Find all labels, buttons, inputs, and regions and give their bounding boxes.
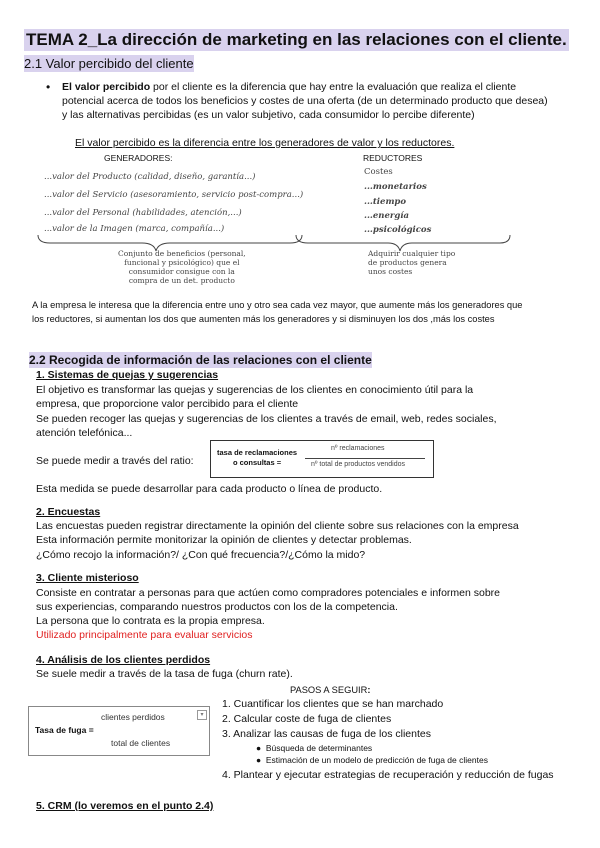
sub1-line: Se pueden recoger las quejas y sugerencias de los clientes a través de email, web, redes sociales, xyxy=(36,413,497,425)
sub2-line: ¿Cómo recojo la información?/ ¿Con qué frecuencia?/¿Cómo la mido? xyxy=(36,549,366,561)
subsection-2-title: 2. Encuestas xyxy=(36,506,101,518)
note-line: consumidor consigue con la xyxy=(128,267,235,276)
churn-lhs: Tasa de fuga = xyxy=(35,725,94,735)
ratio-label: Se puede medir a través del ratio: xyxy=(36,455,194,467)
dropdown-handle-icon: ▾ xyxy=(197,710,207,720)
step-item: 4. Plantear y ejecutar estrategias de recuperación y reducción de fugas xyxy=(222,769,554,781)
formula-lhs xyxy=(217,448,297,468)
sub2-line: Esta información permite monitorizar la opinión de clientes y detectar problemas. xyxy=(36,534,412,546)
substep-text: Búsqueda de determinantes xyxy=(265,743,373,753)
paragraph-line-1: A la empresa le interesa que la diferencia entre uno y otro sea cada vez mayor, que aumente más los generadores que xyxy=(32,300,523,310)
page-title: TEMA 2_La dirección de marketing en las relaciones con el cliente. xyxy=(26,30,567,49)
reducers-title: REDUCTORES xyxy=(363,153,423,163)
formula-lhs-line: o consultas = xyxy=(232,458,282,467)
generator-item: ...valor del Producto (calidad, diseño, garantía...) xyxy=(44,172,256,182)
reducer-item: ...monetarios xyxy=(364,182,427,192)
steps-title xyxy=(290,683,370,698)
churn-rate-formula xyxy=(28,706,210,756)
generator-item: ...valor de la Imagen (marca, compañía...) xyxy=(44,224,225,234)
sub1-line: empresa, que proporcione valor percibido para el cliente xyxy=(36,398,299,410)
sub1-line: atención telefónica... xyxy=(36,427,133,439)
sub1-line: Esta medida se puede desarrollar para cada producto o línea de producto. xyxy=(36,483,383,495)
formula-numerator: nº reclamaciones xyxy=(331,445,385,452)
bullet-text: por el cliente es la diferencia que hay entre la evaluación que realiza el cliente xyxy=(150,81,517,93)
steps-title-text: PASOS A SEGUIR xyxy=(290,685,368,695)
subsection-3-title: 3. Cliente misterioso xyxy=(36,572,139,584)
paragraph-line-2: los reductores, si aumentan los dos que aumenten más los generadores y si disminuyen los dos ,más los costes xyxy=(32,314,495,324)
section-2-2-heading: 2.2 Recogida de información de las relaciones con el cliente xyxy=(29,353,372,367)
sub3-line: sus experiencias, comparando nuestros productos con los de la competencia. xyxy=(36,601,398,613)
sub3-line: La persona que lo contrata es la propia empresa. xyxy=(36,615,265,627)
formula-lhs-line: tasa de reclamaciones xyxy=(217,448,298,457)
generators-title: GENERADORES: xyxy=(104,153,173,163)
complaints-ratio-formula xyxy=(210,440,434,478)
generator-item: ...valor del Personal (habilidades, atención,...) xyxy=(44,208,242,218)
substep-text: Estimación de un modelo de predicción de fuga de clientes xyxy=(265,755,488,765)
step-item: 1. Cuantificar los clientes que se han marchado xyxy=(222,698,444,710)
substep-item: ● Estimación de un modelo de predicción de fuga de clientes xyxy=(256,755,488,765)
sub3-highlight-line: Utilizado principalmente para evaluar servicios xyxy=(36,629,253,641)
sub1-line: El objetivo es transformar las quejas y sugerencias de los clientes en conocimiento útil para la xyxy=(36,384,474,396)
reducer-item: Costes xyxy=(364,167,393,177)
reducer-item: ...psicológicos xyxy=(364,225,432,235)
step-item: 2. Calcular coste de fuga de clientes xyxy=(222,713,392,725)
generators-note xyxy=(118,249,246,285)
diagram-caption: El valor percibido es la diferencia entre los generadores de valor y los reductores. xyxy=(75,137,455,149)
subsection-4-title: 4. Análisis de los clientes perdidos xyxy=(36,654,211,666)
note-line: de productos genera xyxy=(368,258,447,267)
step-item: 3. Analizar las causas de fuga de los clientes xyxy=(222,728,431,740)
bullet-line-3: y las alternativas percibidas (es un valor subjetivo, cada consumidor lo percibe diferente) xyxy=(62,109,475,121)
subsection-5-title: 5. CRM (lo veremos en el punto 2.4) xyxy=(36,800,214,812)
churn-numerator: clientes perdidos xyxy=(101,712,165,722)
fraction-bar xyxy=(305,458,425,459)
reducers-note xyxy=(368,249,455,276)
reducer-item: ...tiempo xyxy=(364,197,407,207)
note-line: Conjunto de beneficios (personal, xyxy=(118,249,246,258)
generator-item: ...valor del Servicio (asesoramiento, servicio post-compra...) xyxy=(44,190,304,200)
substep-item: ● Búsqueda de determinantes xyxy=(256,743,373,753)
steps-title-colon: : xyxy=(367,685,371,695)
subsection-1-title: 1. Sistemas de quejas y sugerencias xyxy=(36,369,219,381)
formula-denominator: nº total de productos vendidos xyxy=(311,461,406,468)
sub2-line: Las encuestas pueden registrar directamente la opinión del cliente sobre sus relaciones con la empresa xyxy=(36,520,519,532)
bullet-line-1 xyxy=(62,80,516,95)
bullet-line-2: potencial acerca de todos los beneficios y costes de una oferta (de un determinado producto que desea) xyxy=(62,95,548,107)
bullet-bold: El valor percibido xyxy=(62,81,151,93)
note-line: unos costes xyxy=(368,267,413,276)
sub4-line: Se suele medir a través de la tasa de fuga (churn rate). xyxy=(36,668,293,680)
bullet-dot: • xyxy=(46,80,51,94)
section-2-1-heading: 2.1 Valor percibido del cliente xyxy=(24,56,194,71)
note-line: Adquirir cualquier tipo xyxy=(368,249,456,258)
note-line: compra de un det. producto xyxy=(128,276,235,285)
sub3-line: Consiste en contratar a personas para que actúen como compradores potenciales e informen sobre xyxy=(36,587,501,599)
churn-denominator: total de clientes xyxy=(111,738,171,748)
reducer-item: ...energía xyxy=(364,211,410,221)
note-line: funcional y psicológico) que el xyxy=(124,258,240,267)
